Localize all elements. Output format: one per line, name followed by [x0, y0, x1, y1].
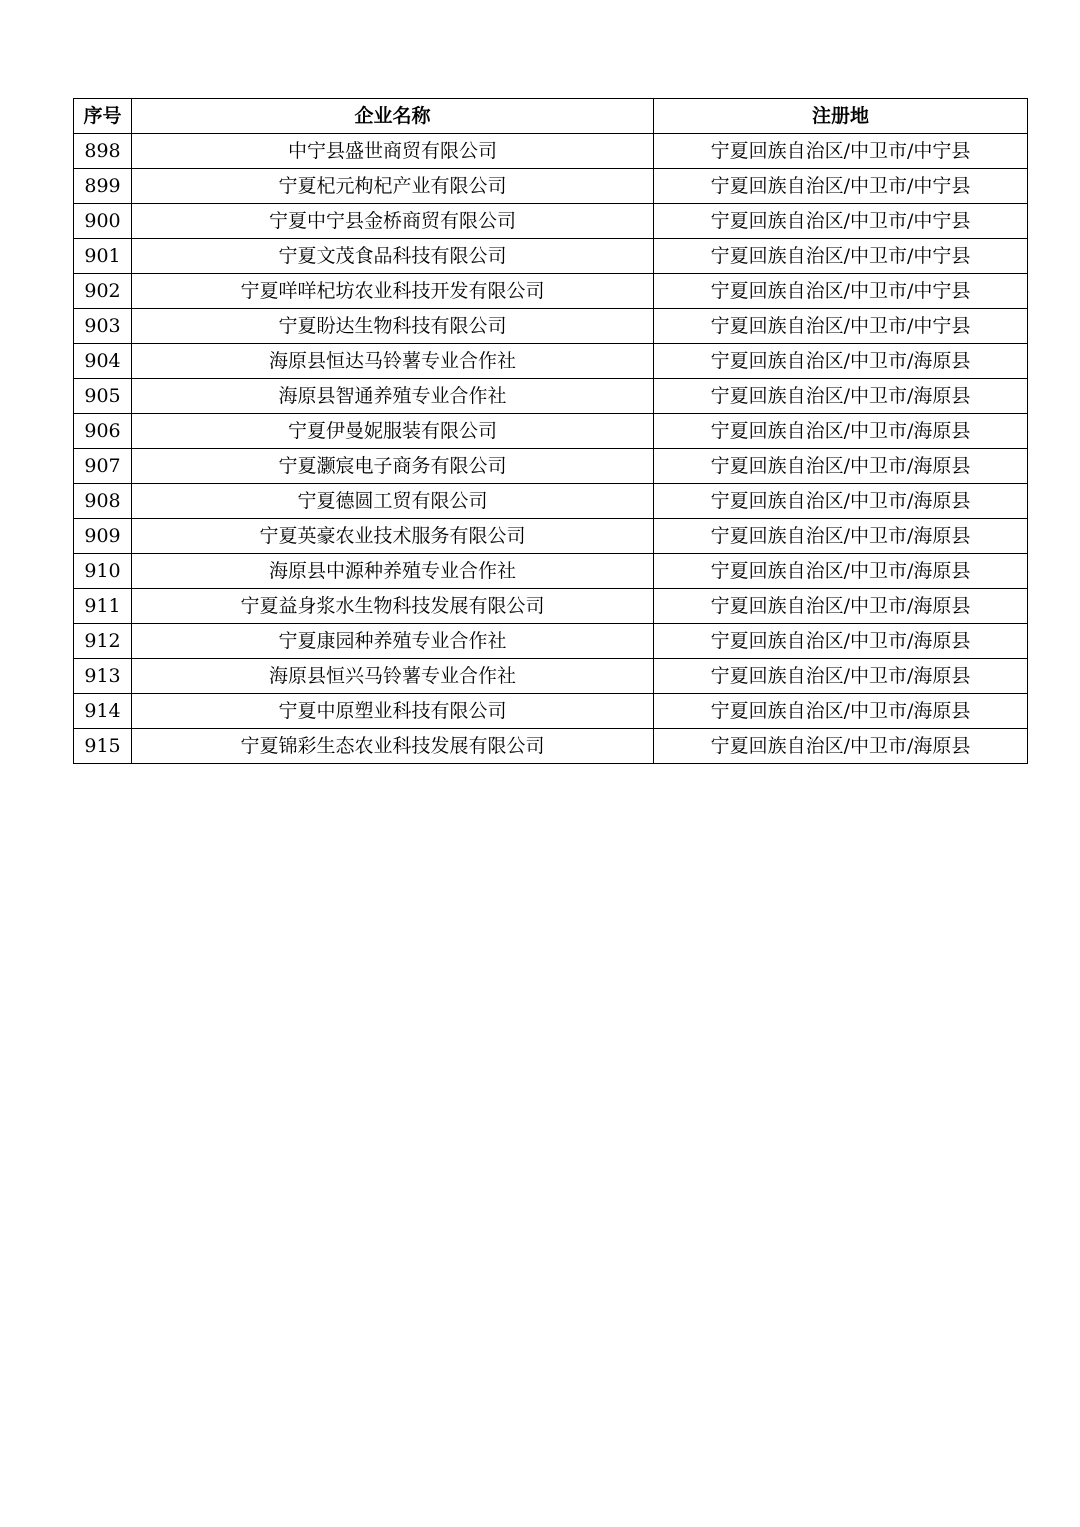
cell-enterprise-name: 宁夏文茂食品科技有限公司	[132, 239, 654, 274]
table-header-row	[74, 99, 1028, 134]
cell-serial-number: 913	[74, 659, 132, 694]
cell-serial-number: 915	[74, 729, 132, 764]
cell-enterprise-name: 宁夏盼达生物科技有限公司	[132, 309, 654, 344]
cell-enterprise-name: 宁夏中宁县金桥商贸有限公司	[132, 204, 654, 239]
table-row	[74, 729, 1028, 764]
table-body	[74, 134, 1028, 764]
table-row	[74, 554, 1028, 589]
table-row	[74, 134, 1028, 169]
table-row	[74, 449, 1028, 484]
cell-serial-number: 905	[74, 379, 132, 414]
cell-registration-place: 宁夏回族自治区/中卫市/中宁县	[654, 169, 1028, 204]
cell-serial-number: 904	[74, 344, 132, 379]
cell-serial-number: 910	[74, 554, 132, 589]
header-registration-place: 注册地	[654, 99, 1028, 134]
table-row	[74, 274, 1028, 309]
cell-enterprise-name: 宁夏咩咩杞坊农业科技开发有限公司	[132, 274, 654, 309]
table-row	[74, 379, 1028, 414]
cell-serial-number: 902	[74, 274, 132, 309]
cell-enterprise-name: 海原县中源种养殖专业合作社	[132, 554, 654, 589]
table-row	[74, 519, 1028, 554]
cell-serial-number: 898	[74, 134, 132, 169]
cell-registration-place: 宁夏回族自治区/中卫市/海原县	[654, 589, 1028, 624]
header-enterprise-name: 企业名称	[132, 99, 654, 134]
cell-serial-number: 909	[74, 519, 132, 554]
cell-registration-place: 宁夏回族自治区/中卫市/中宁县	[654, 239, 1028, 274]
table-row	[74, 204, 1028, 239]
cell-registration-place: 宁夏回族自治区/中卫市/海原县	[654, 729, 1028, 764]
table-row	[74, 589, 1028, 624]
cell-registration-place: 宁夏回族自治区/中卫市/海原县	[654, 624, 1028, 659]
enterprise-table	[73, 98, 1028, 764]
cell-enterprise-name: 宁夏杞元枸杞产业有限公司	[132, 169, 654, 204]
header-serial-number: 序号	[74, 99, 132, 134]
cell-registration-place: 宁夏回族自治区/中卫市/海原县	[654, 694, 1028, 729]
cell-enterprise-name: 中宁县盛世商贸有限公司	[132, 134, 654, 169]
cell-serial-number: 900	[74, 204, 132, 239]
table-row	[74, 169, 1028, 204]
cell-registration-place: 宁夏回族自治区/中卫市/中宁县	[654, 274, 1028, 309]
cell-enterprise-name: 宁夏康园种养殖专业合作社	[132, 624, 654, 659]
cell-registration-place: 宁夏回族自治区/中卫市/海原县	[654, 344, 1028, 379]
cell-enterprise-name: 宁夏灏宸电子商务有限公司	[132, 449, 654, 484]
table-row	[74, 344, 1028, 379]
cell-enterprise-name: 海原县智通养殖专业合作社	[132, 379, 654, 414]
cell-enterprise-name: 宁夏益身浆水生物科技发展有限公司	[132, 589, 654, 624]
cell-serial-number: 912	[74, 624, 132, 659]
enterprise-table-container	[73, 98, 1027, 764]
cell-registration-place: 宁夏回族自治区/中卫市/海原县	[654, 554, 1028, 589]
table-row	[74, 239, 1028, 274]
table-row	[74, 414, 1028, 449]
cell-enterprise-name: 海原县恒达马铃薯专业合作社	[132, 344, 654, 379]
cell-serial-number: 911	[74, 589, 132, 624]
cell-serial-number: 907	[74, 449, 132, 484]
cell-registration-place: 宁夏回族自治区/中卫市/中宁县	[654, 309, 1028, 344]
cell-serial-number: 901	[74, 239, 132, 274]
cell-serial-number: 899	[74, 169, 132, 204]
table-row	[74, 659, 1028, 694]
table-row	[74, 624, 1028, 659]
cell-enterprise-name: 宁夏英豪农业技术服务有限公司	[132, 519, 654, 554]
table-row	[74, 484, 1028, 519]
cell-registration-place: 宁夏回族自治区/中卫市/中宁县	[654, 134, 1028, 169]
table-row	[74, 309, 1028, 344]
cell-registration-place: 宁夏回族自治区/中卫市/海原县	[654, 519, 1028, 554]
cell-enterprise-name: 海原县恒兴马铃薯专业合作社	[132, 659, 654, 694]
cell-registration-place: 宁夏回族自治区/中卫市/海原县	[654, 449, 1028, 484]
table-row	[74, 694, 1028, 729]
cell-enterprise-name: 宁夏德圆工贸有限公司	[132, 484, 654, 519]
cell-registration-place: 宁夏回族自治区/中卫市/中宁县	[654, 204, 1028, 239]
cell-enterprise-name: 宁夏锦彩生态农业科技发展有限公司	[132, 729, 654, 764]
cell-serial-number: 908	[74, 484, 132, 519]
cell-registration-place: 宁夏回族自治区/中卫市/海原县	[654, 414, 1028, 449]
cell-serial-number: 914	[74, 694, 132, 729]
cell-registration-place: 宁夏回族自治区/中卫市/海原县	[654, 379, 1028, 414]
cell-enterprise-name: 宁夏伊曼妮服装有限公司	[132, 414, 654, 449]
cell-registration-place: 宁夏回族自治区/中卫市/海原县	[654, 659, 1028, 694]
cell-serial-number: 903	[74, 309, 132, 344]
cell-registration-place: 宁夏回族自治区/中卫市/海原县	[654, 484, 1028, 519]
cell-enterprise-name: 宁夏中原塑业科技有限公司	[132, 694, 654, 729]
cell-serial-number: 906	[74, 414, 132, 449]
